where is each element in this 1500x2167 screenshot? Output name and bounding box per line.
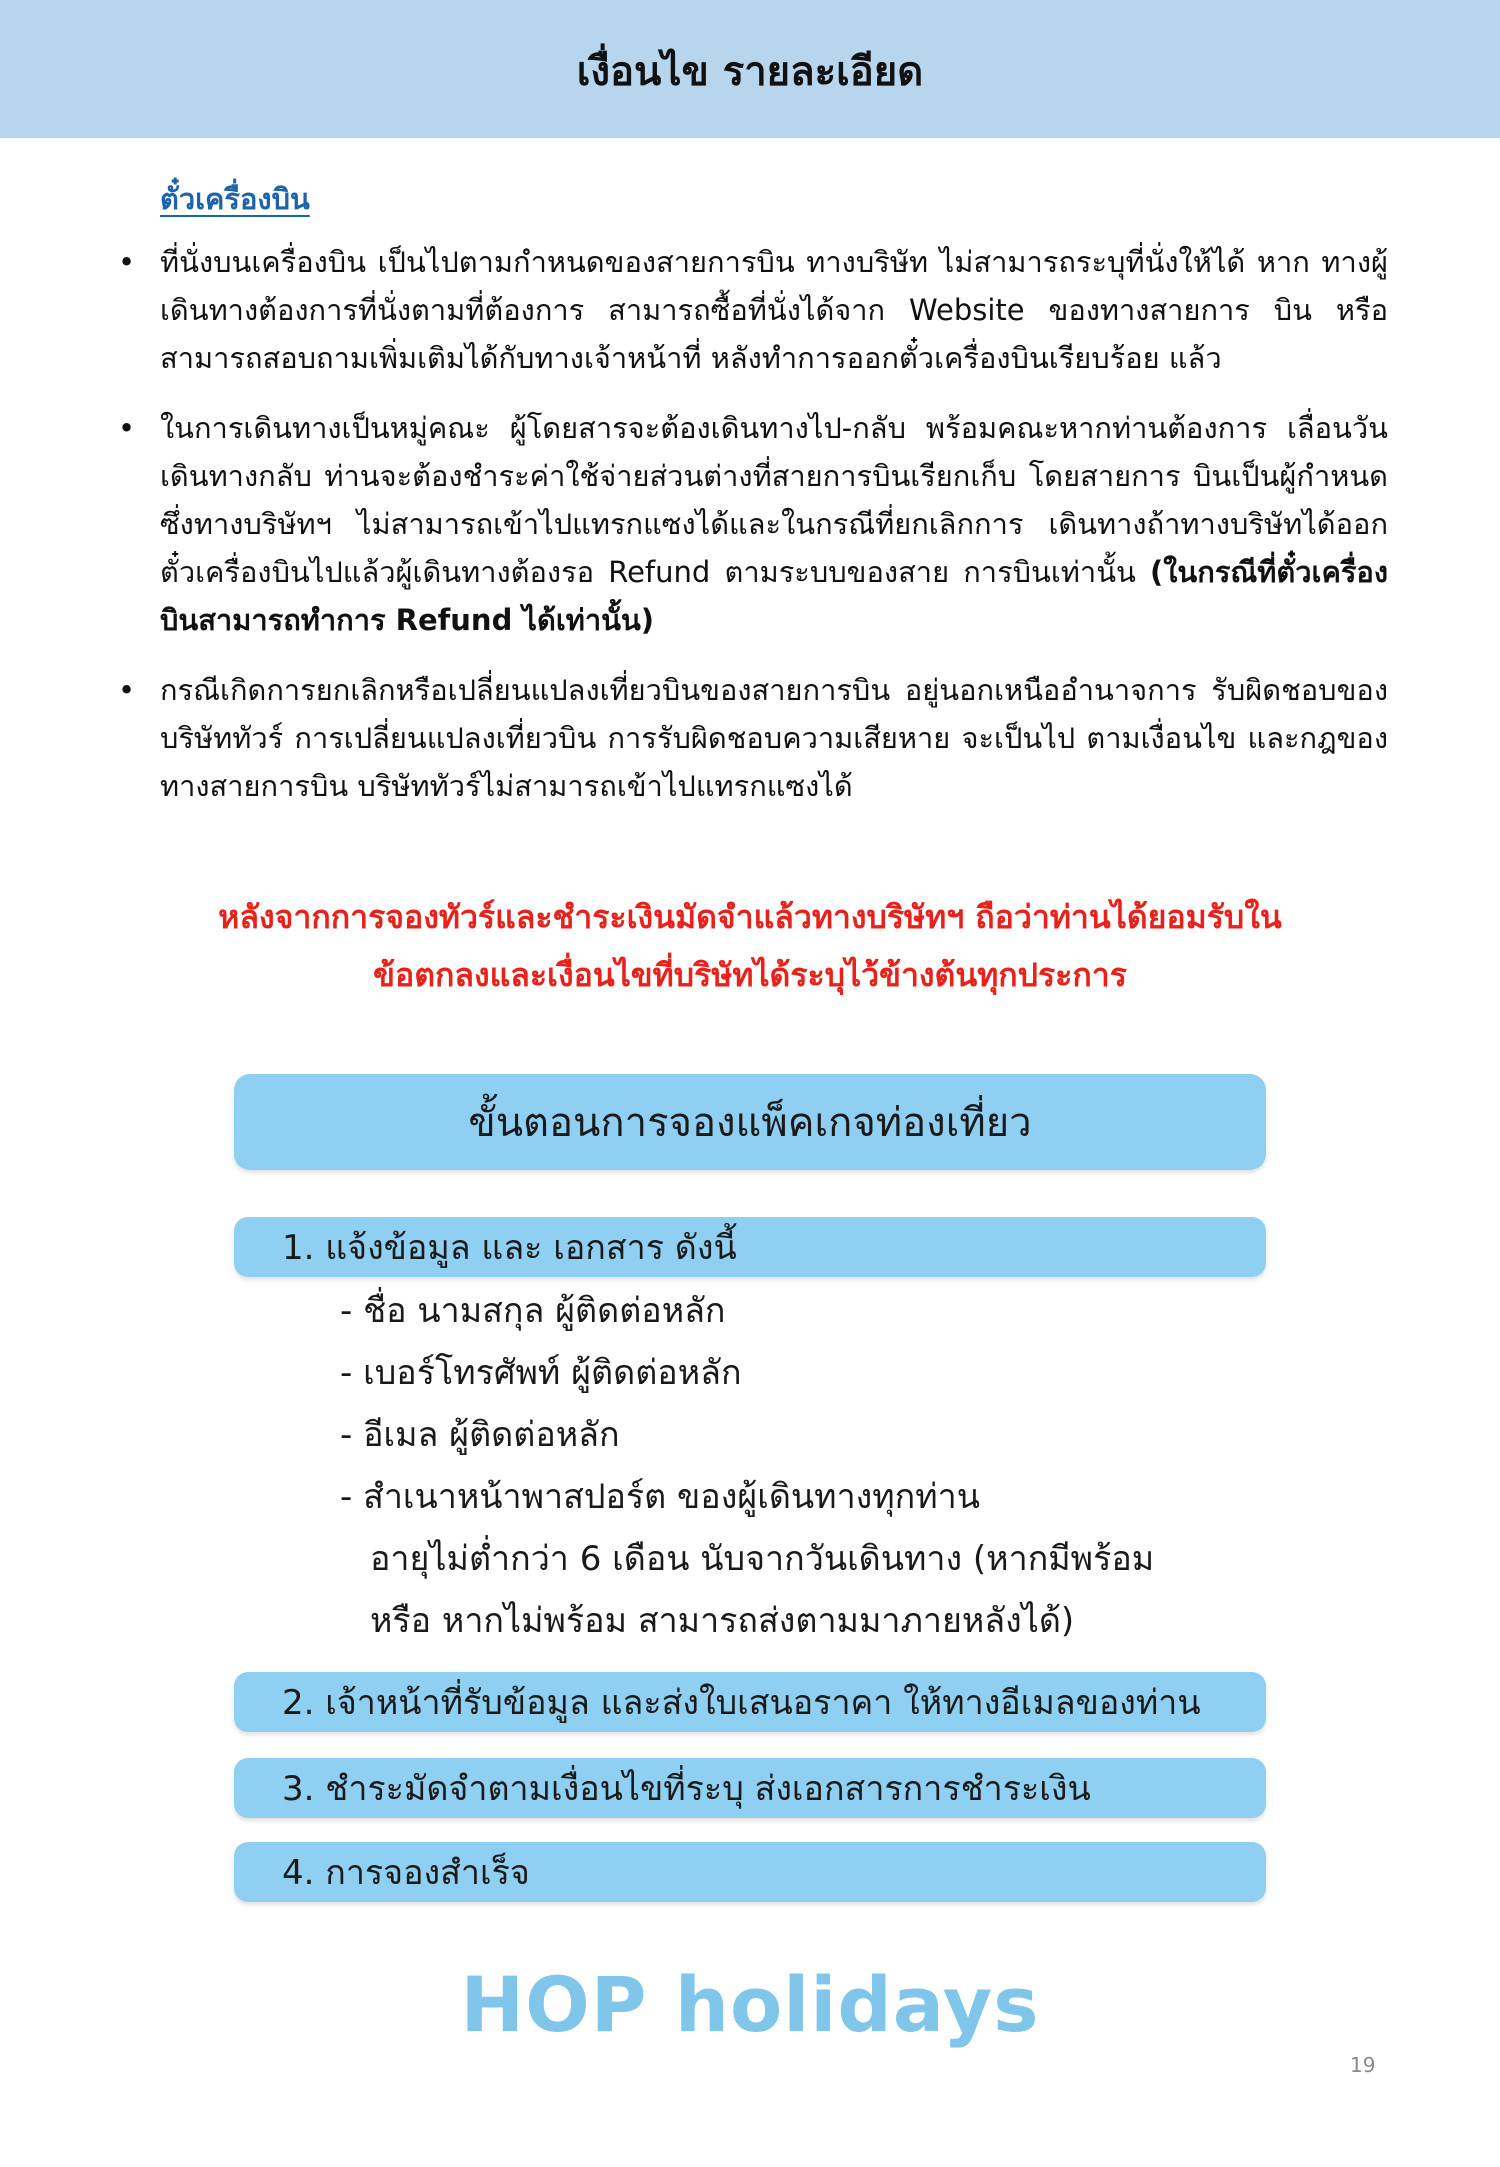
header-band: [0, 0, 1500, 138]
term-text: ในการเดินทางเป็นหมู่คณะ ผู้โดยสารจะต้องเดินทางไป-กลับ พร้อมคณะหากท่านต้องการ เลื่อนวันเดินทางกลับ ท่านจะต้องชำระค่าใช้จ่ายส่วนต่างที่สายการบินเรียกเก็บ โดยสายการ บินเป็นผู้กำหนด ซึ่งทางบริษัทฯ ไม่สามารถเข้าไปแทรกแซงได้และในกรณีที่ยกเลิกการ เดินทางถ้าทางบริษัทได้ออกตั๋วเครื่องบินไปแล้วผู้เดินทางต้องรอ Refund ตามระบบของสาย การบินเท่านั้น: [160, 411, 1388, 589]
terms-list: [118, 238, 1388, 832]
term-bold-note: (ในกรณีที่ตั๋วเครื่องบินสามารถทำการ Refund ได้เท่านั้น): [160, 555, 1388, 637]
sub-item-passport: - สำเนาหน้าพาสปอร์ต ของผู้เดินทางทุกท่าน: [340, 1477, 981, 1517]
bullet-icon: •: [118, 245, 136, 279]
step-3-bar: [234, 1758, 1266, 1818]
warning-notice: [120, 888, 1380, 1004]
booking-steps-title: ขั้นตอนการจองแพ็คเกจท่องเที่ยว: [468, 1100, 1032, 1146]
warning-line-1: หลังจากการจองทัวร์และชำระเงินมัดจำแล้วทางบริษัทฯ ถือว่าท่านได้ยอมรับใน: [218, 898, 1282, 936]
page-number: 19: [1350, 2053, 1376, 2077]
term-item: [118, 238, 1388, 382]
term-item: [118, 404, 1388, 644]
step-2-label: 2. เจ้าหน้าที่รับข้อมูล และส่งใบเสนอราคา ให้ทางอีเมลของท่าน: [282, 1683, 1201, 1723]
step-1-bar: [234, 1217, 1266, 1277]
section-heading: ตั๋วเครื่องบิน: [160, 182, 310, 216]
sub-item-phone: - เบอร์โทรศัพท์ ผู้ติดต่อหลัก: [340, 1353, 742, 1393]
bullet-icon: •: [118, 673, 136, 707]
sub-item-passport-cont: อายุไม่ต่ำกว่า 6 เดือน นับจากวันเดินทาง (หากมีพร้อม: [370, 1539, 1155, 1579]
step-3-label: 3. ชำระมัดจำตามเงื่อนไขที่ระบุ ส่งเอกสารการชำระเงิน: [282, 1769, 1091, 1809]
step-4-bar: [234, 1842, 1266, 1902]
page-title: เงื่อนไข รายละเอียด: [576, 49, 924, 95]
hop-holidays-logo: HOP holidays: [460, 1960, 1040, 2049]
bullet-icon: •: [118, 411, 136, 445]
step-2-bar: [234, 1672, 1266, 1732]
term-text: ที่นั่งบนเครื่องบิน เป็นไปตามกำหนดของสายการบิน ทางบริษัท ไม่สามารถระบุที่นั่งให้ได้ หาก ทางผู้เดินทางต้องการที่นั่งตามที่ต้องการ สามารถซื้อที่นั่งได้จาก Website ของทางสายการ บิน หรือสามารถสอบถามเพิ่มเติมได้กับทางเจ้าหน้าที่ หลังทำการออกตั๋วเครื่องบินเรียบร้อย แล้ว: [160, 245, 1388, 375]
term-item: [118, 666, 1388, 810]
warning-line-2: ข้อตกลงและเงื่อนไขที่บริษัทได้ระบุไว้ข้างต้นทุกประการ: [373, 956, 1127, 994]
step-1-sub-list: [340, 1280, 1240, 1652]
term-text: กรณีเกิดการยกเลิกหรือเปลี่ยนแปลงเที่ยวบินของสายการบิน อยู่นอกเหนืออำนาจการ รับผิดชอบของบริษัททัวร์ การเปลี่ยนแปลงเที่ยวบิน การรับผิดชอบความเสียหาย จะเป็นไป ตามเงื่อนไข และกฎของทางสายการบิน บริษัททัวร์ไม่สามารถเข้าไปแทรกแซงได้: [160, 673, 1388, 803]
step-4-label: 4. การจองสำเร็จ: [282, 1853, 530, 1893]
step-1-label: 1. แจ้งข้อมูล และ เอกสาร ดังนี้: [282, 1228, 737, 1268]
sub-item-passport-cont: หรือ หากไม่พร้อม สามารถส่งตามมาภายหลังได้): [370, 1601, 1075, 1641]
sub-item-name: - ชื่อ นามสกุล ผู้ติดต่อหลัก: [340, 1291, 726, 1331]
sub-item-email: - อีเมล ผู้ติดต่อหลัก: [340, 1415, 620, 1455]
booking-steps-title-box: [234, 1074, 1266, 1170]
